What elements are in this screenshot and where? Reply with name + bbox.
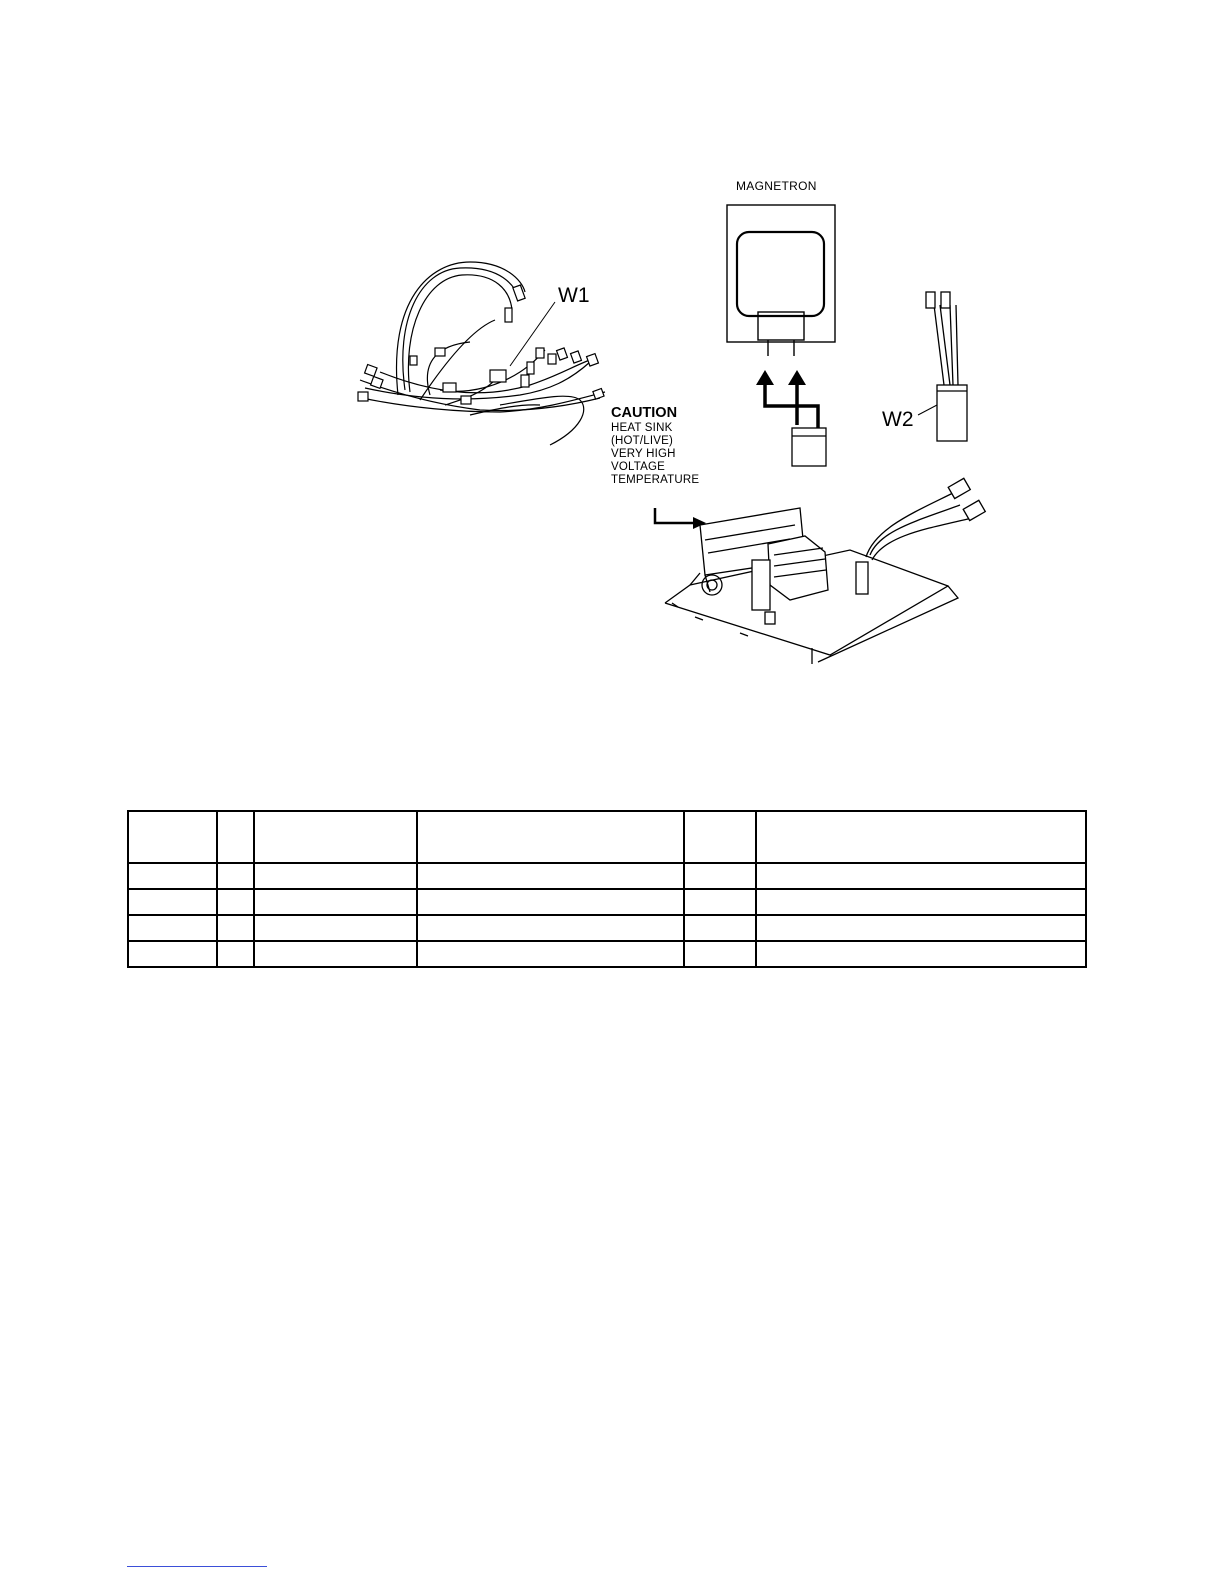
table-cell: [756, 889, 1086, 915]
table-cell: [684, 811, 756, 863]
table-cell: [254, 889, 417, 915]
table-cell: [128, 811, 217, 863]
w1-label: W1: [558, 284, 590, 307]
magnetron-connection-arrows: [765, 385, 818, 430]
caution-line: TEMPERATURE: [611, 474, 700, 486]
table-cell: [417, 915, 684, 941]
table-cell: [254, 863, 417, 889]
caution-line: (HOT/LIVE): [611, 435, 674, 447]
table-row: [128, 915, 1086, 941]
table-cell: [756, 811, 1086, 863]
table-row: [128, 889, 1086, 915]
table-cell: [684, 915, 756, 941]
magnetron-label: MAGNETRON: [736, 179, 817, 193]
table-cell: [417, 863, 684, 889]
table-cell: [756, 915, 1086, 941]
table-cell: [684, 863, 756, 889]
caution-title: CAUTION: [611, 405, 678, 421]
table-cell: [254, 941, 417, 967]
inverter-board: [665, 478, 985, 664]
parts-table: [127, 810, 1087, 968]
table-row: [128, 941, 1086, 967]
table-header-row: [128, 811, 1086, 863]
table-cell: [756, 863, 1086, 889]
table-cell: [217, 915, 254, 941]
arrow-up-icon: [756, 370, 806, 385]
table-cell: [417, 941, 684, 967]
table-cell: [684, 889, 756, 915]
table-cell: [217, 863, 254, 889]
caution-line: HEAT SINK: [611, 422, 673, 434]
magnetron-plug: [792, 428, 826, 466]
w2-label: W2: [882, 408, 914, 431]
table-cell: [417, 811, 684, 863]
table-cell: [254, 915, 417, 941]
table-cell: [217, 941, 254, 967]
caution-line: VOLTAGE: [611, 461, 666, 473]
table-row: [128, 863, 1086, 889]
caution-arrow: [655, 508, 706, 529]
table-cell: [128, 941, 217, 967]
table-cell: [756, 941, 1086, 967]
magnetron: [727, 205, 835, 356]
table-cell: [217, 889, 254, 915]
table-cell: [417, 889, 684, 915]
table-cell: [217, 811, 254, 863]
table-cell: [128, 915, 217, 941]
caution-note: [611, 405, 699, 487]
table-cell: [684, 941, 756, 967]
table-cell: [254, 811, 417, 863]
caution-line: VERY HIGH: [611, 448, 676, 460]
footer-link-underline[interactable]: [127, 1566, 267, 1567]
table-cell: [128, 889, 217, 915]
table-cell: [128, 863, 217, 889]
w2-component: [918, 292, 967, 441]
